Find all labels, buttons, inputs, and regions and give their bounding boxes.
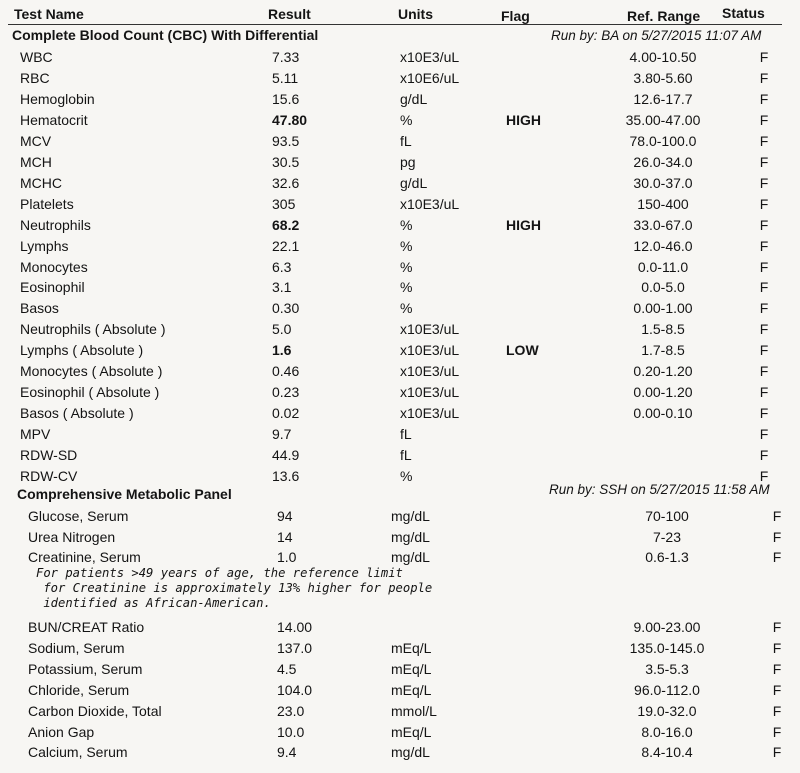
test-name-cell: Creatinine, Serum bbox=[28, 549, 141, 565]
ref-range-cell: 0.00-0.10 bbox=[633, 405, 693, 422]
test-name-cell: Neutrophils ( Absolute ) bbox=[20, 321, 166, 338]
table-row bbox=[0, 724, 800, 744]
units-cell: x10E6/uL bbox=[400, 69, 460, 86]
units-cell: x10E3/uL bbox=[400, 363, 460, 380]
table-row bbox=[0, 196, 800, 216]
table-row bbox=[0, 154, 800, 174]
table-row bbox=[0, 744, 800, 764]
ref-range-cell: 9.00-23.00 bbox=[633, 619, 701, 635]
table-row bbox=[0, 133, 800, 153]
units-cell: pg bbox=[400, 153, 416, 170]
ref-range-cell: 4.00-10.50 bbox=[629, 49, 697, 65]
ref-range-cell: 0.00-1.20 bbox=[633, 384, 693, 401]
ref-range-cell: 7-23 bbox=[652, 529, 682, 545]
status-cell: F bbox=[759, 300, 769, 317]
units-cell: mEq/L bbox=[391, 661, 432, 677]
units-cell: % bbox=[400, 468, 413, 484]
status-cell: F bbox=[759, 111, 769, 128]
table-row bbox=[0, 112, 800, 132]
units-cell: fL bbox=[400, 447, 412, 464]
test-name-cell: Eosinophil ( Absolute ) bbox=[20, 384, 160, 401]
test-name-cell: MCHC bbox=[20, 174, 62, 191]
header-divider bbox=[8, 24, 782, 25]
ref-range-cell: 26.0-34.0 bbox=[633, 153, 693, 170]
table-row bbox=[0, 279, 800, 299]
cmp-section-title: Comprehensive Metabolic Panel bbox=[17, 486, 232, 502]
test-name-cell: Monocytes ( Absolute ) bbox=[20, 363, 163, 380]
result-cell: 7.33 bbox=[272, 49, 300, 65]
flag-cell: HIGH bbox=[506, 111, 541, 128]
result-cell: 14 bbox=[277, 529, 293, 545]
result-cell: 6.3 bbox=[272, 258, 292, 275]
test-name-cell: Hemoglobin bbox=[20, 90, 95, 107]
ref-range-cell: 1.7-8.5 bbox=[641, 342, 685, 359]
result-cell: 9.7 bbox=[272, 426, 292, 443]
ref-range-cell: 3.80-5.60 bbox=[633, 69, 693, 86]
status-cell: F bbox=[759, 258, 769, 275]
table-row bbox=[0, 508, 800, 528]
result-cell: 68.2 bbox=[272, 216, 300, 233]
units-cell: g/dL bbox=[400, 90, 428, 107]
table-row bbox=[0, 91, 800, 111]
status-cell: F bbox=[759, 447, 769, 464]
units-cell: mEq/L bbox=[391, 682, 432, 698]
units-cell: % bbox=[400, 258, 413, 275]
cmp-run-by: Run by: SSH on 5/27/2015 11:58 AM bbox=[549, 482, 770, 497]
ref-range-cell: 78.0-100.0 bbox=[629, 132, 697, 149]
ref-range-cell: 30.0-37.0 bbox=[633, 174, 693, 191]
status-cell: F bbox=[772, 529, 782, 545]
ref-range-cell: 135.0-145.0 bbox=[629, 640, 705, 656]
table-row bbox=[0, 175, 800, 195]
units-cell: mg/dL bbox=[391, 549, 430, 565]
result-cell: 1.6 bbox=[272, 342, 292, 359]
table-row bbox=[0, 682, 800, 702]
units-cell: fL bbox=[400, 132, 412, 149]
test-name-cell: Calcium, Serum bbox=[28, 744, 128, 760]
result-cell: 23.0 bbox=[277, 703, 305, 719]
result-cell: 30.5 bbox=[272, 153, 300, 170]
status-cell: F bbox=[759, 237, 769, 254]
result-cell: 4.5 bbox=[277, 661, 297, 677]
result-cell: 0.46 bbox=[272, 363, 300, 380]
units-cell: mg/dL bbox=[391, 508, 430, 524]
status-cell: F bbox=[772, 619, 782, 635]
status-cell: F bbox=[759, 363, 769, 380]
ref-range-cell: 12.0-46.0 bbox=[633, 237, 693, 254]
ref-range-cell: 33.0-67.0 bbox=[633, 216, 693, 233]
test-name-cell: Potassium, Serum bbox=[28, 661, 143, 677]
ref-range-cell: 0.6-1.3 bbox=[645, 549, 689, 565]
test-name-cell: BUN/CREAT Ratio bbox=[28, 619, 145, 635]
test-name-cell: Glucose, Serum bbox=[28, 508, 129, 524]
test-name-cell: Eosinophil bbox=[20, 279, 85, 296]
test-name-cell: WBC bbox=[20, 49, 53, 65]
result-cell: 0.30 bbox=[272, 300, 300, 317]
flag-cell: LOW bbox=[506, 342, 539, 359]
test-name-cell: Basos bbox=[20, 300, 59, 317]
test-name-cell: Anion Gap bbox=[28, 724, 95, 740]
table-row bbox=[0, 70, 800, 90]
result-cell: 44.9 bbox=[272, 447, 300, 464]
table-row bbox=[0, 405, 800, 425]
status-cell: F bbox=[759, 384, 769, 401]
ref-range-cell: 3.5-5.3 bbox=[645, 661, 689, 677]
units-cell: % bbox=[400, 216, 413, 233]
ref-range-cell: 70-100 bbox=[645, 508, 689, 524]
status-cell: F bbox=[772, 549, 782, 565]
result-cell: 32.6 bbox=[272, 174, 300, 191]
ref-range-cell: 0.00-1.00 bbox=[633, 300, 693, 317]
flag-cell: HIGH bbox=[506, 216, 541, 233]
table-row bbox=[0, 703, 800, 723]
table-row bbox=[0, 426, 800, 446]
status-cell: F bbox=[759, 49, 769, 65]
status-cell: F bbox=[759, 195, 769, 212]
test-name-cell: Urea Nitrogen bbox=[28, 529, 116, 545]
ref-range-cell: 8.4-10.4 bbox=[641, 744, 693, 760]
result-cell: 14.00 bbox=[277, 619, 313, 635]
result-cell: 0.23 bbox=[272, 384, 300, 401]
result-cell: 13.6 bbox=[272, 468, 300, 484]
result-cell: 305 bbox=[272, 195, 296, 212]
table-row bbox=[0, 321, 800, 341]
col-header-ref-range: Ref. Range bbox=[627, 8, 701, 24]
ref-range-cell: 1.5-8.5 bbox=[641, 321, 685, 338]
test-name-cell: Basos ( Absolute ) bbox=[20, 405, 134, 422]
cbc-run-by: Run by: BA on 5/27/2015 11:07 AM bbox=[551, 28, 762, 43]
ref-range-cell: 0.0-5.0 bbox=[641, 279, 685, 296]
status-cell: F bbox=[772, 703, 782, 719]
table-row bbox=[0, 342, 800, 362]
status-cell: F bbox=[759, 216, 769, 233]
col-header-result: Result bbox=[268, 6, 311, 22]
col-header-flag: Flag bbox=[501, 8, 530, 24]
units-cell: g/dL bbox=[400, 174, 428, 191]
table-row bbox=[0, 217, 800, 237]
status-cell: F bbox=[759, 321, 769, 338]
result-cell: 22.1 bbox=[272, 237, 300, 254]
test-name-cell: MCV bbox=[20, 132, 52, 149]
col-header-test-name: Test Name bbox=[14, 6, 84, 22]
col-header-units: Units bbox=[398, 6, 433, 22]
units-cell: x10E3/uL bbox=[400, 49, 460, 65]
result-cell: 10.0 bbox=[277, 724, 305, 740]
units-cell: mg/dL bbox=[391, 529, 430, 545]
cbc-section-title: Complete Blood Count (CBC) With Differential bbox=[12, 27, 319, 43]
ref-range-cell: 150-400 bbox=[637, 195, 689, 212]
table-row bbox=[0, 49, 800, 69]
status-cell: F bbox=[759, 69, 769, 86]
table-row bbox=[0, 238, 800, 258]
status-cell: F bbox=[759, 426, 769, 443]
result-cell: 5.11 bbox=[272, 69, 299, 86]
result-cell: 3.1 bbox=[272, 279, 292, 296]
status-cell: F bbox=[772, 661, 782, 677]
status-cell: F bbox=[772, 508, 782, 524]
status-cell: F bbox=[759, 405, 769, 422]
test-name-cell: RDW-SD bbox=[20, 447, 78, 464]
status-cell: F bbox=[759, 90, 769, 107]
test-name-cell: RBC bbox=[20, 69, 50, 86]
ref-range-cell: 8.0-16.0 bbox=[641, 724, 693, 740]
result-cell: 1.0 bbox=[277, 549, 297, 565]
test-name-cell: Chloride, Serum bbox=[28, 682, 130, 698]
table-row bbox=[0, 384, 800, 404]
result-cell: 0.02 bbox=[272, 405, 300, 422]
result-cell: 5.0 bbox=[272, 321, 292, 338]
units-cell: mEq/L bbox=[391, 724, 432, 740]
test-name-cell: Platelets bbox=[20, 195, 74, 212]
test-name-cell: Neutrophils bbox=[20, 216, 91, 233]
units-cell: mEq/L bbox=[391, 640, 432, 656]
status-cell: F bbox=[759, 468, 769, 484]
units-cell: x10E3/uL bbox=[400, 321, 460, 338]
units-cell: x10E3/uL bbox=[400, 405, 460, 422]
col-header-status: Status bbox=[722, 5, 765, 21]
result-cell: 104.0 bbox=[277, 682, 313, 698]
units-cell: % bbox=[400, 279, 413, 296]
units-cell: % bbox=[400, 300, 413, 317]
units-cell: mg/dL bbox=[391, 744, 430, 760]
table-row bbox=[0, 259, 800, 279]
table-row bbox=[0, 363, 800, 383]
units-cell: % bbox=[400, 237, 413, 254]
result-cell: 9.4 bbox=[277, 744, 297, 760]
result-cell: 93.5 bbox=[272, 132, 300, 149]
result-cell: 15.6 bbox=[272, 90, 300, 107]
test-name-cell: Hematocrit bbox=[20, 111, 88, 128]
status-cell: F bbox=[772, 744, 782, 760]
units-cell: x10E3/uL bbox=[400, 195, 460, 212]
test-name-cell: Carbon Dioxide, Total bbox=[28, 703, 162, 719]
status-cell: F bbox=[759, 279, 769, 296]
table-row bbox=[0, 640, 800, 660]
creatinine-note: For patients >49 years of age, the reference limit for Creatinine is approximately 13% higher for people identified as African-American. bbox=[36, 566, 433, 610]
test-name-cell: RDW-CV bbox=[20, 468, 78, 484]
status-cell: F bbox=[772, 724, 782, 740]
ref-range-cell: 12.6-17.7 bbox=[633, 90, 693, 107]
test-name-cell: Monocytes bbox=[20, 258, 88, 275]
table-row bbox=[0, 619, 800, 639]
ref-range-cell: 35.00-47.00 bbox=[625, 111, 701, 128]
test-name-cell: Lymphs ( Absolute ) bbox=[20, 342, 144, 359]
table-row bbox=[0, 447, 800, 467]
status-cell: F bbox=[759, 153, 769, 170]
test-name-cell: MPV bbox=[20, 426, 51, 443]
result-cell: 137.0 bbox=[277, 640, 313, 656]
units-cell: mmol/L bbox=[391, 703, 437, 719]
status-cell: F bbox=[759, 174, 769, 191]
test-name-cell: Lymphs bbox=[20, 237, 69, 254]
table-row bbox=[0, 529, 800, 549]
table-row bbox=[0, 661, 800, 681]
result-cell: 94 bbox=[277, 508, 293, 524]
units-cell: x10E3/uL bbox=[400, 342, 460, 359]
status-cell: F bbox=[759, 342, 769, 359]
ref-range-cell: 19.0-32.0 bbox=[637, 703, 697, 719]
status-cell: F bbox=[772, 682, 782, 698]
units-cell: fL bbox=[400, 426, 412, 443]
status-cell: F bbox=[772, 640, 782, 656]
ref-range-cell: 96.0-112.0 bbox=[634, 682, 700, 698]
test-name-cell: MCH bbox=[20, 153, 52, 170]
status-cell: F bbox=[759, 132, 769, 149]
test-name-cell: Sodium, Serum bbox=[28, 640, 125, 656]
units-cell: x10E3/uL bbox=[400, 384, 460, 401]
ref-range-cell: 0.20-1.20 bbox=[633, 363, 693, 380]
table-row bbox=[0, 300, 800, 320]
result-cell: 47.80 bbox=[272, 111, 308, 128]
ref-range-cell: 0.0-11.0 bbox=[637, 258, 689, 275]
units-cell: % bbox=[400, 111, 413, 128]
